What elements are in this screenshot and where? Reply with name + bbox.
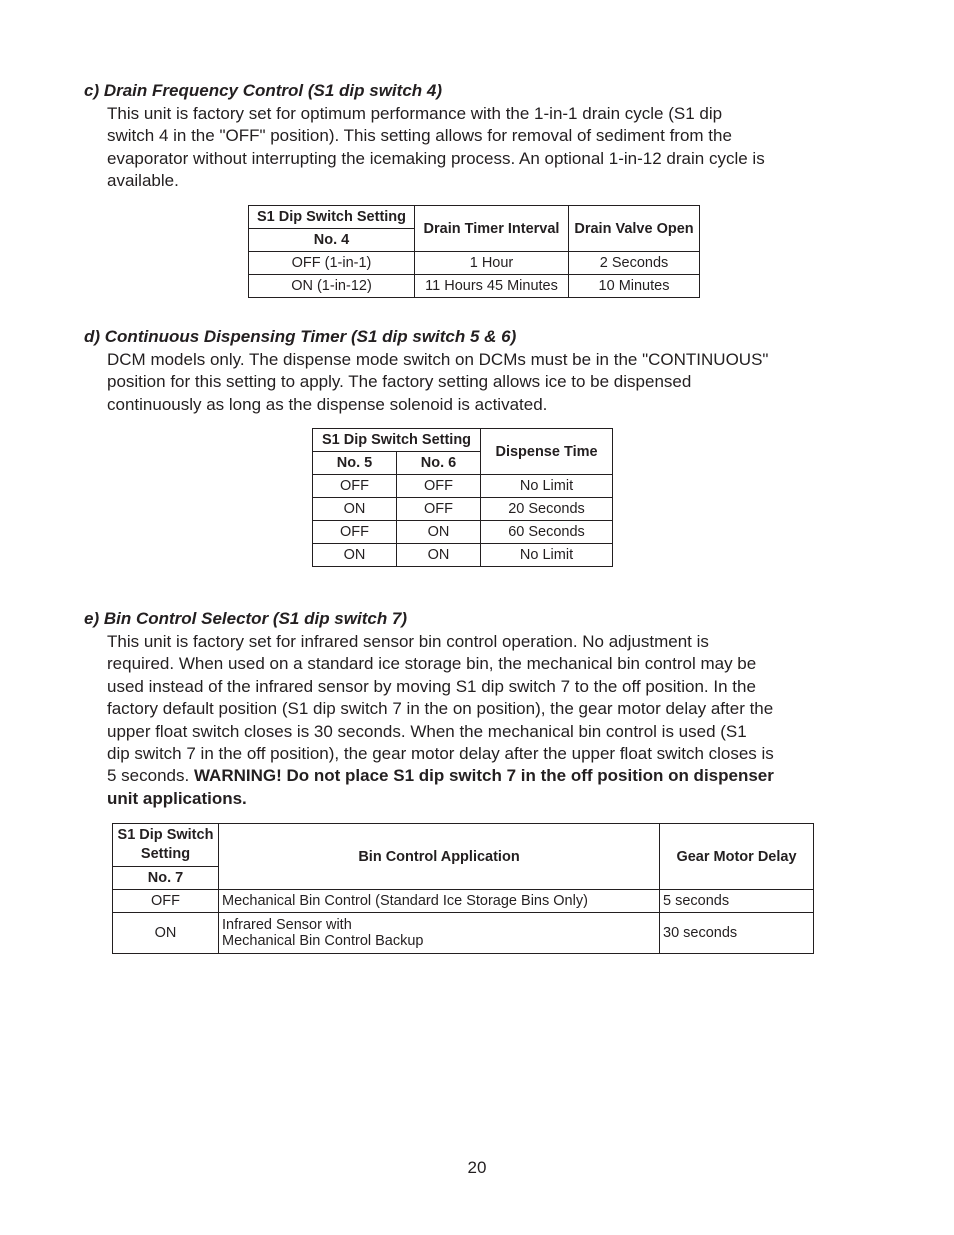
table-row xyxy=(113,913,814,954)
paragraph-line: upper float switch closes is 30 seconds. When the mechanical bin control is used (S1 xyxy=(107,721,747,741)
warning-text: WARNING! Do not place S1 dip switch 7 in the off position on dispenser xyxy=(193,766,774,786)
paragraph-line: This unit is factory set for optimum performance with the 1-in-1 drain cycle (S1 dip xyxy=(107,104,723,123)
paragraph-line: DCM models only. The dispense mode switch on DCMs must be in the "CONTINUOUS" xyxy=(107,350,769,369)
cell-application xyxy=(219,913,660,954)
header-s1-dip-switch-setting: S1 Dip Switch Setting xyxy=(113,824,219,867)
dispensing-timer-table xyxy=(312,428,613,567)
section-e-heading: e) Bin Control Selector (S1 dip switch 7) xyxy=(84,609,408,628)
header-drain-timer-interval: Drain Timer Interval xyxy=(415,206,569,252)
paragraph-line xyxy=(107,765,847,787)
cell-setting: OFF (1-in-1) xyxy=(249,252,415,275)
header-no-6: No. 6 xyxy=(397,452,481,475)
header-s1-dip-switch-setting: S1 Dip Switch Setting xyxy=(313,429,481,452)
table-header-row xyxy=(249,206,700,229)
header-dispense-time: Dispense Time xyxy=(481,429,613,475)
header-no-5: No. 5 xyxy=(313,452,397,475)
cell-line: Mechanical Bin Control Backup xyxy=(222,933,424,949)
paragraph-line: continuously as long as the dispense solenoid is activated. xyxy=(107,394,548,414)
paragraph-line: evaporator without interrupting the icemaking process. An optional 1-in-12 drain cycle is xyxy=(107,148,765,168)
cell-setting: ON (1-in-12) xyxy=(249,275,415,298)
cell-time: No Limit xyxy=(481,475,613,498)
cell-no5: OFF xyxy=(313,475,397,498)
cell-valve: 2 Seconds xyxy=(569,252,700,275)
cell-no5: ON xyxy=(313,498,397,521)
table-header-row xyxy=(113,824,814,867)
header-no-7: No. 7 xyxy=(113,867,219,890)
cell-valve: 10 Minutes xyxy=(569,275,700,298)
page-number: 20 xyxy=(467,1158,487,1177)
table-row xyxy=(313,544,613,567)
paragraph-line xyxy=(107,788,847,810)
cell-line: Infrared Sensor with xyxy=(222,917,352,933)
table-row xyxy=(313,521,613,544)
cell-setting: OFF xyxy=(113,890,219,913)
header-drain-valve-open: Drain Valve Open xyxy=(569,206,700,252)
table-row xyxy=(313,498,613,521)
paragraph-line: This unit is factory set for infrared sensor bin control operation. No adjustment is xyxy=(107,632,709,651)
cell-time: 20 Seconds xyxy=(481,498,613,521)
paragraph-line: required. When used on a standard ice storage bin, the mechanical bin control may be xyxy=(107,654,757,674)
cell-no5: ON xyxy=(313,544,397,567)
paragraph-line: used instead of the infrared sensor by moving S1 dip switch 7 to the off position. In the xyxy=(107,676,756,696)
cell-no6: OFF xyxy=(397,475,481,498)
paragraph-line: dip switch 7 in the off position), the gear motor delay after the upper float switch closes is xyxy=(107,744,774,764)
section-d-paragraph xyxy=(107,349,847,416)
cell-time: No Limit xyxy=(481,544,613,567)
paragraph-line: factory default position (S1 dip switch 7 in the on position), the gear motor delay after the xyxy=(107,699,774,719)
table-row xyxy=(113,890,814,913)
cell-no6: OFF xyxy=(397,498,481,521)
paragraph-line: available. xyxy=(107,171,179,191)
warning-text: unit applications. xyxy=(107,788,247,808)
table-header-row xyxy=(313,429,613,452)
header-s1-dip-switch-setting: S1 Dip Switch Setting xyxy=(249,206,415,229)
cell-delay: 30 seconds xyxy=(660,913,814,954)
cell-interval: 1 Hour xyxy=(415,252,569,275)
table-row xyxy=(249,252,700,275)
cell-interval: 11 Hours 45 Minutes xyxy=(415,275,569,298)
bin-control-table xyxy=(112,823,814,954)
drain-frequency-table xyxy=(248,205,700,298)
header-gear-motor-delay: Gear Motor Delay xyxy=(660,824,814,890)
section-d-heading: d) Continuous Dispensing Timer (S1 dip switch 5 & 6) xyxy=(84,327,517,346)
cell-no5: OFF xyxy=(313,521,397,544)
paragraph-line: position for this setting to apply. The factory setting allows ice to be dispensed xyxy=(107,372,692,392)
section-c-heading: c) Drain Frequency Control (S1 dip switch 4) xyxy=(84,81,442,100)
cell-application: Mechanical Bin Control (Standard Ice Storage Bins Only) xyxy=(219,890,660,913)
section-e-paragraph xyxy=(107,631,847,810)
header-no-4: No. 4 xyxy=(249,229,415,252)
line-text: 5 seconds. xyxy=(107,766,194,786)
cell-time: 60 Seconds xyxy=(481,521,613,544)
table-row xyxy=(313,475,613,498)
section-c-paragraph xyxy=(107,103,847,193)
paragraph-line: switch 4 in the "OFF" position). This setting allows for removal of sediment from the xyxy=(107,126,732,146)
cell-no6: ON xyxy=(397,521,481,544)
table-row xyxy=(249,275,700,298)
header-bin-control-application: Bin Control Application xyxy=(219,824,660,890)
cell-delay: 5 seconds xyxy=(660,890,814,913)
cell-no6: ON xyxy=(397,544,481,567)
cell-setting: ON xyxy=(113,913,219,954)
